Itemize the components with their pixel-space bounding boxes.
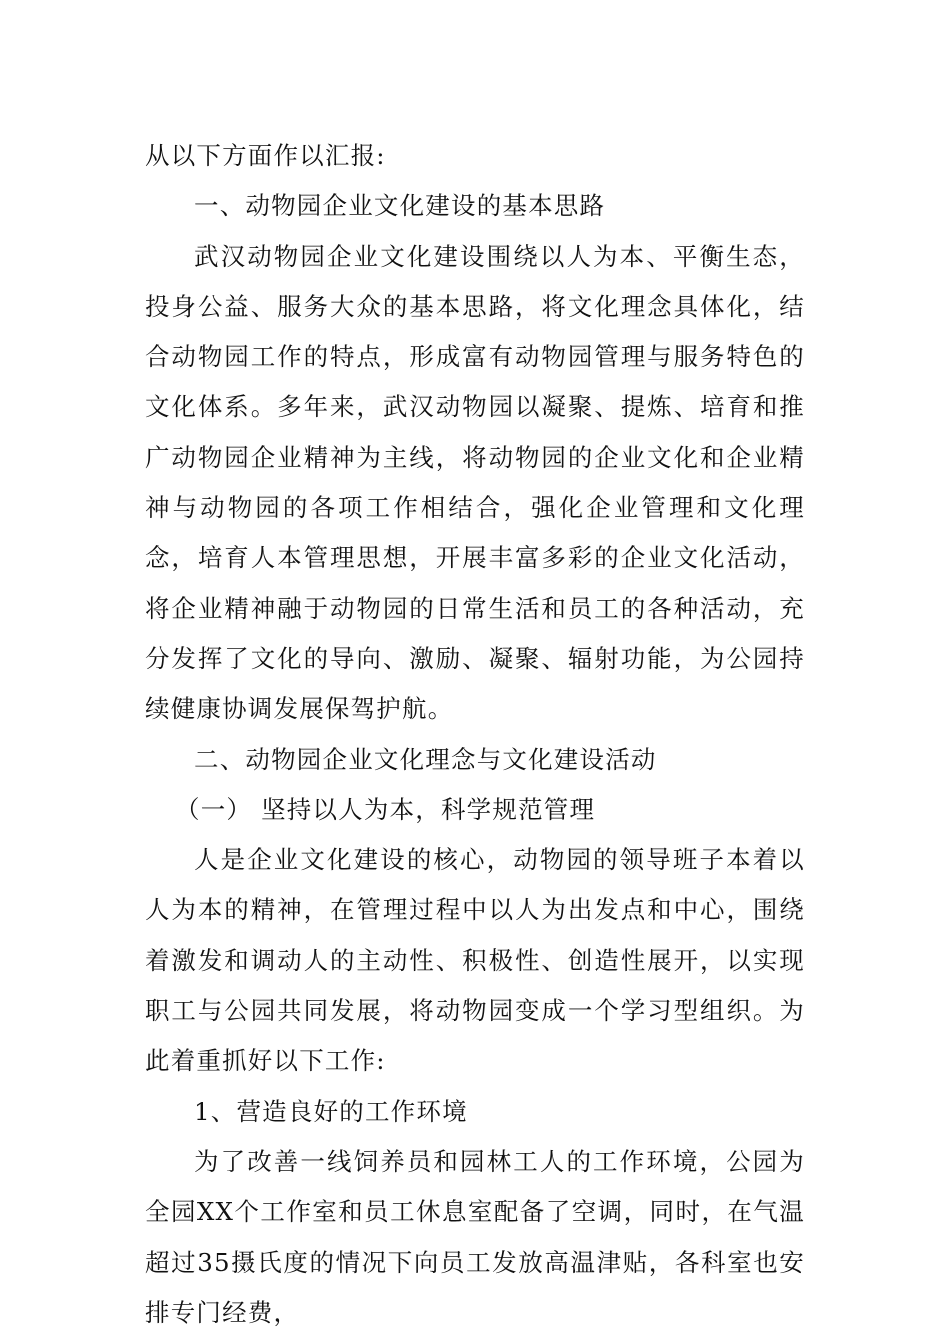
intro-paragraph: 从以下方面作以汇报: bbox=[145, 141, 386, 170]
section-heading-1: 一、动物园企业文化建设的基本思路 bbox=[194, 191, 606, 221]
document-body bbox=[145, 131, 805, 1338]
subsection-heading-1: （一） 坚持以人为本，科学规范管理 bbox=[175, 794, 596, 824]
section-heading-2: 二、动物园企业文化理念与文化建设活动 bbox=[194, 744, 657, 774]
body-paragraph-1: 武汉动物园企业文化建设围绕以人为本、平衡生态，投身公益、服务大众的基本思路，将文化理念具体化，结合动物园工作的特点，形成富有动物园管理与服务特色的文化体系。多年来，武汉动物园以凝聚、提炼、培育和推广动物园企业精神为主线，将动物园的企业文化和企业精神与动物园的各项工作相结合，强化企业管理和文化理念，培育人本管理思想，开展丰富多彩的企业文化活动，将企业精神融于动物园的日常生活和员工的各种活动，充分发挥了文化的导向、激励、凝聚、辐射功能，为公园持续健康协调发展保驾护航。 bbox=[145, 241, 805, 724]
body-paragraph-3: 为了改善一线饲养员和园林工人的工作环境，公园为全园XX个工作室和员工休息室配备了空调，同时，在气温超过35摄氏度的情况下向员工发放高温津贴，各科室也安排专门经费， bbox=[145, 1146, 805, 1327]
body-paragraph-2: 人是企业文化建设的核心，动物园的领导班子本着以人为本的精神，在管理过程中以人为出发点和中心，围绕着激发和调动人的主动性、积极性、创造性展开，以实现职工与公园共同发展，将动物园变成一个学习型组织。为此着重抓好以下工作: bbox=[145, 845, 805, 1076]
item-heading-1: 1、营造良好的工作环境 bbox=[194, 1096, 468, 1126]
